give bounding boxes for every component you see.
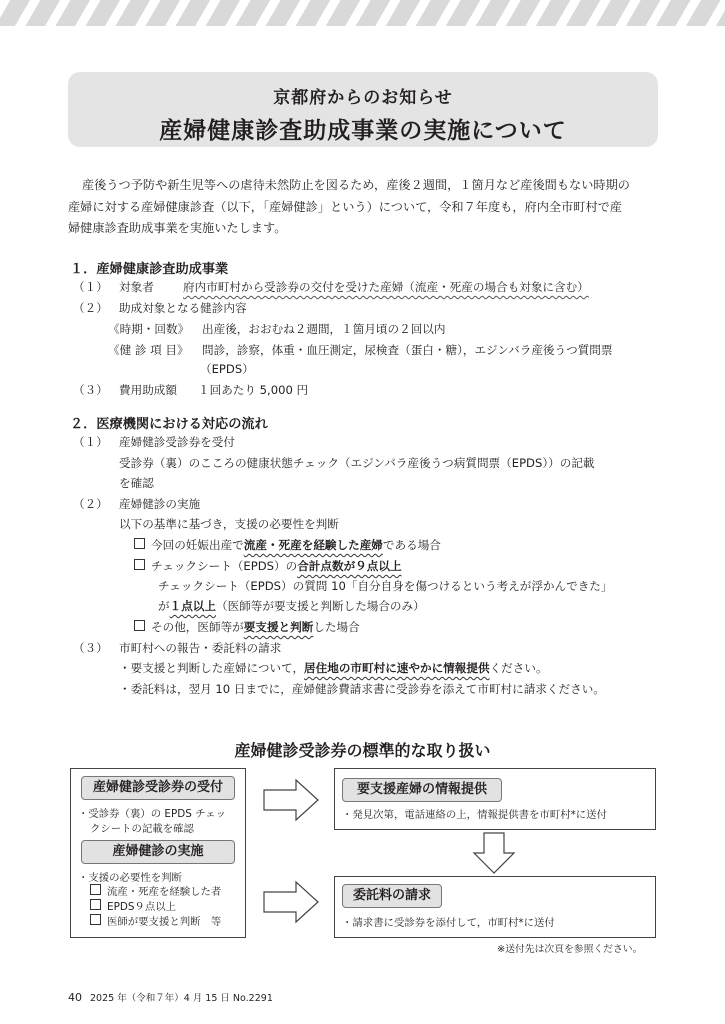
page-title: 産婦健康診査助成事業の実施について	[159, 117, 567, 144]
criteria-3-text-b: した場合	[313, 620, 360, 634]
flow-note: ※送付先は次頁を参照ください。	[497, 944, 643, 955]
intro-line-2: 産婦に対する産婦健康診査（以下，「産婦健診」という）について，令和７年度も，府内全市町村で産	[68, 200, 623, 214]
s1-items-text: 問診，診察，体重・血圧測定，尿検査（蛋白・糖），エジンバラ産後うつ質問票	[202, 343, 613, 357]
arrow-right-icon	[262, 778, 320, 822]
issue-date: 2025 年（令和７年）4 月 15 日 No.2291	[90, 993, 273, 1004]
s2-step2-num: （２）	[73, 497, 108, 511]
bullet-1-text-b: ください。	[489, 661, 548, 675]
s2-step3-num: （３）	[73, 641, 108, 655]
intro-line-3: 婦健康診査助成事業を実施いたします。	[68, 221, 287, 235]
s2-step2-text: 以下の基準に基づき，支援の必要性を判断	[119, 517, 339, 531]
flow-box2-check-2-text: EPDS９点以上	[107, 901, 176, 913]
flow-box2-check-3-text: 医師が要支援と判断 等	[107, 916, 222, 928]
criteria-3-emphasis: 要支援と判断	[243, 620, 314, 634]
s2-step1-num: （１）	[73, 435, 108, 449]
flow-box2-check-3	[90, 913, 221, 928]
flow-box2-text: ・支援の必要性を判断	[78, 872, 182, 884]
flow-box3-title: 要支援産婦の情報提供	[342, 778, 502, 802]
title-banner	[68, 72, 658, 147]
criteria-1-text-b: である場合	[382, 538, 441, 552]
s2-bullet-1	[119, 660, 548, 676]
s1-items-text2: （EPDS）	[200, 362, 254, 376]
s1-item2-num: （２）	[73, 301, 108, 315]
criteria-2-line3-a: が	[158, 599, 170, 613]
bullet-1-emphasis: 居住地の市町村に速やかに情報提供	[304, 661, 490, 675]
bullet-1-text-a: ・要支援と判断した産婦について，	[119, 661, 305, 675]
page-number: 40	[68, 991, 82, 1004]
s2-step1-text2: を確認	[119, 476, 154, 490]
notice-subtitle: 京都府からのお知らせ	[273, 88, 453, 108]
flow-box4-text: ・請求書に受診券を添付して，市町村*に送付	[342, 917, 555, 929]
s1-item3-label: 費用助成額	[119, 383, 177, 397]
criteria-2-line2: チェックシート（EPDS）の質問 10「自分自身を傷つけるという考えが浮かんできた」	[158, 579, 613, 593]
s1-timing-text: 出産後，おおむね２週間，１箇月頃の２回以内	[202, 322, 446, 336]
flow-box3-text: ・発見次第，電話連絡の上，情報提供書を市町村*に送付	[342, 809, 607, 821]
footer	[68, 990, 273, 1004]
criteria-2-line3-b: （医師等が要支援と判断した場合のみ）	[216, 599, 425, 613]
criteria-3	[134, 619, 360, 635]
flow-box1-title: 産婦健診受診券の受付	[81, 776, 235, 800]
flow-box4-title: 委託料の請求	[342, 884, 442, 908]
flow-box2-check-1	[90, 883, 221, 898]
criteria-3-text-a: その他，医師等が	[151, 620, 244, 634]
arrow-down-icon	[472, 831, 516, 875]
s2-bullet-2: ・委託料は，翌月 10 日までに，産婦健診費請求書に受診券を添えて市町村に請求ください。	[119, 682, 605, 696]
s1-item3-num: （３）	[73, 383, 108, 397]
checkbox-icon	[90, 914, 101, 925]
s2-step2-label: 産婦健診の実施	[119, 497, 201, 511]
flow-box2-title: 産婦健診の実施	[81, 840, 235, 864]
checkbox-icon	[134, 559, 145, 570]
header-stripes	[0, 0, 725, 26]
flow-box2-check-1-text: 流産・死産を経験した者	[107, 886, 222, 898]
criteria-1-text-a: 今回の妊娠出産で	[151, 538, 244, 552]
checkbox-icon	[90, 899, 101, 910]
flow-box2-check-2	[90, 898, 176, 913]
s1-item1-text: 府内市町村から受診券の交付を受けた産婦（流産・死産の場合も対象に含む）	[183, 280, 589, 294]
intro-line-1: 産後うつ予防や新生児等への虐待未然防止を図るため，産後２週間，１箇月など産後間もない時期の	[82, 178, 630, 192]
s1-item1-num: （１）	[73, 280, 108, 294]
flow-box1-text2: クシートの記載を確認	[90, 823, 194, 835]
arrow-right-icon	[262, 880, 320, 924]
s1-timing-label: 《時期・回数》	[108, 322, 190, 336]
flow-title: 産婦健診受診券の標準的な取り扱い	[234, 741, 491, 760]
criteria-2	[134, 558, 402, 574]
s2-step1-text1: 受診券（裏）のこころの健康状態チェック（エジンバラ産後うつ病質問票（EPDS））の記載	[119, 456, 595, 470]
criteria-2-line3	[158, 598, 425, 614]
criteria-2-emphasis: 合計点数が９点以上	[297, 559, 402, 573]
criteria-1-emphasis: 流産・死産を経験した産婦	[243, 538, 383, 552]
s2-step3-label: 市町村への報告・委託料の請求	[119, 641, 282, 655]
criteria-2-text-a: チェックシート（EPDS）の	[151, 559, 298, 573]
criteria-2-line3-emphasis: １点以上	[169, 599, 216, 613]
section1-heading: １．産婦健康診査助成事業	[70, 262, 229, 277]
checkbox-icon	[134, 620, 145, 631]
checkbox-icon	[134, 538, 145, 549]
checkbox-icon	[90, 884, 101, 895]
s1-item2-label: 助成対象となる健診内容	[119, 301, 247, 315]
s1-item1-label: 対象者	[119, 280, 154, 294]
s2-step1-label: 産婦健診受診券を受付	[119, 435, 235, 449]
section2-heading: ２．医療機関における対応の流れ	[70, 417, 268, 432]
flow-box1-text1: ・受診券（裏）の EPDS チェッ	[78, 808, 227, 820]
s1-items-label: 《健 診 項 目》	[108, 343, 189, 357]
s1-item3-text: １回あたり 5,000 円	[198, 383, 309, 397]
criteria-1	[134, 537, 441, 553]
